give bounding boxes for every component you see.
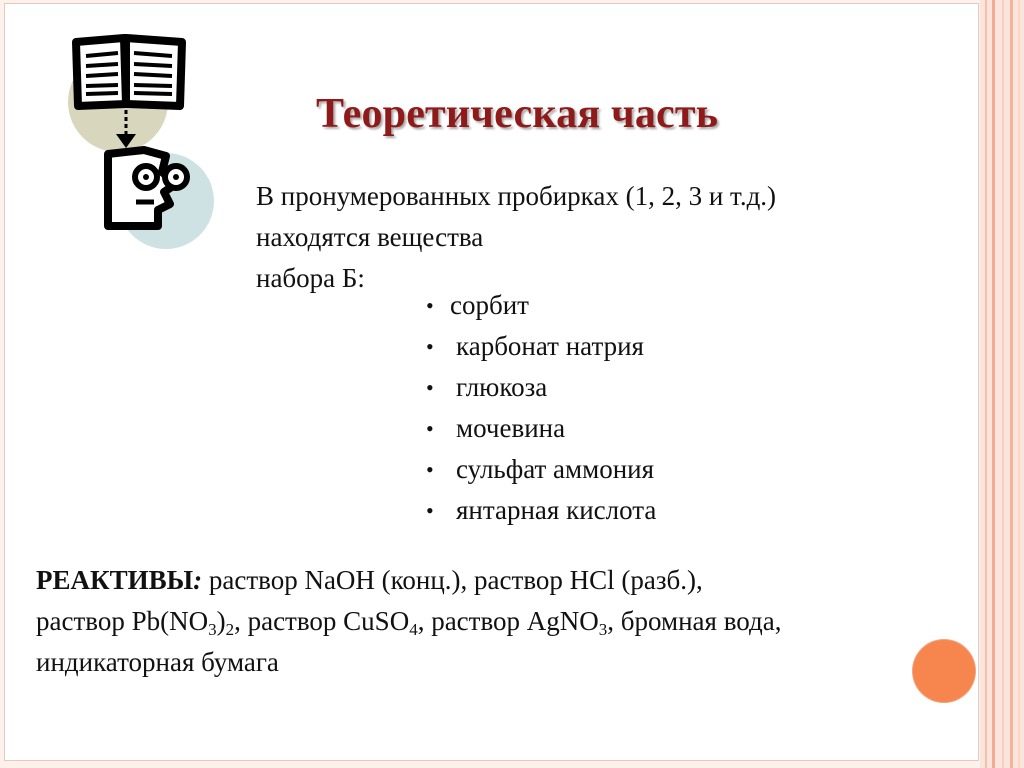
intro-text xyxy=(256,176,956,299)
list-item: • сульфат аммония xyxy=(424,449,656,490)
subscript: 3 xyxy=(598,620,608,639)
reagents-colon: : xyxy=(193,565,203,595)
substance-list xyxy=(424,285,656,531)
reagents-text: раствор NaOH (конц.), раствор HCl (разб.), xyxy=(202,565,703,595)
decorative-stripe xyxy=(1018,0,1020,768)
reagents-text: , раствор CuSO xyxy=(234,606,410,636)
reagents-paragraph xyxy=(36,560,986,683)
subscript: 2 xyxy=(225,620,235,639)
decorative-stripe xyxy=(1010,0,1013,768)
subscript: 4 xyxy=(409,620,418,639)
reagents-text: , бромная вода, xyxy=(607,606,782,636)
slide-title: Теоретическая часть xyxy=(316,91,719,137)
clipart-group xyxy=(66,34,226,249)
list-item: • янтарная кислота xyxy=(424,490,656,531)
intro-line-2: находятся вещества xyxy=(256,222,484,252)
reagents-label: РЕАКТИВЫ xyxy=(36,565,194,595)
decorative-stripe xyxy=(992,0,995,768)
reagents-text: , раствор AgNO xyxy=(417,606,599,636)
list-item: • карбонат натрия xyxy=(424,326,656,367)
reagents-text: раствор Pb(NO xyxy=(36,606,209,636)
decorative-stripe xyxy=(1002,0,1004,768)
subscript: 3 xyxy=(208,620,217,639)
open-book-icon xyxy=(76,38,182,106)
list-item: • глюкоза xyxy=(424,367,656,408)
intro-line-1: В пронумерованных пробирках (1, 2, 3 и т.д.) xyxy=(256,181,777,211)
list-item: • сорбит xyxy=(424,285,656,326)
intro-line-3: набора Б: xyxy=(256,263,365,293)
reagents-text: индикаторная бумага xyxy=(36,647,279,677)
list-item: • мочевина xyxy=(424,408,656,449)
reagents-text: ) xyxy=(216,606,226,636)
